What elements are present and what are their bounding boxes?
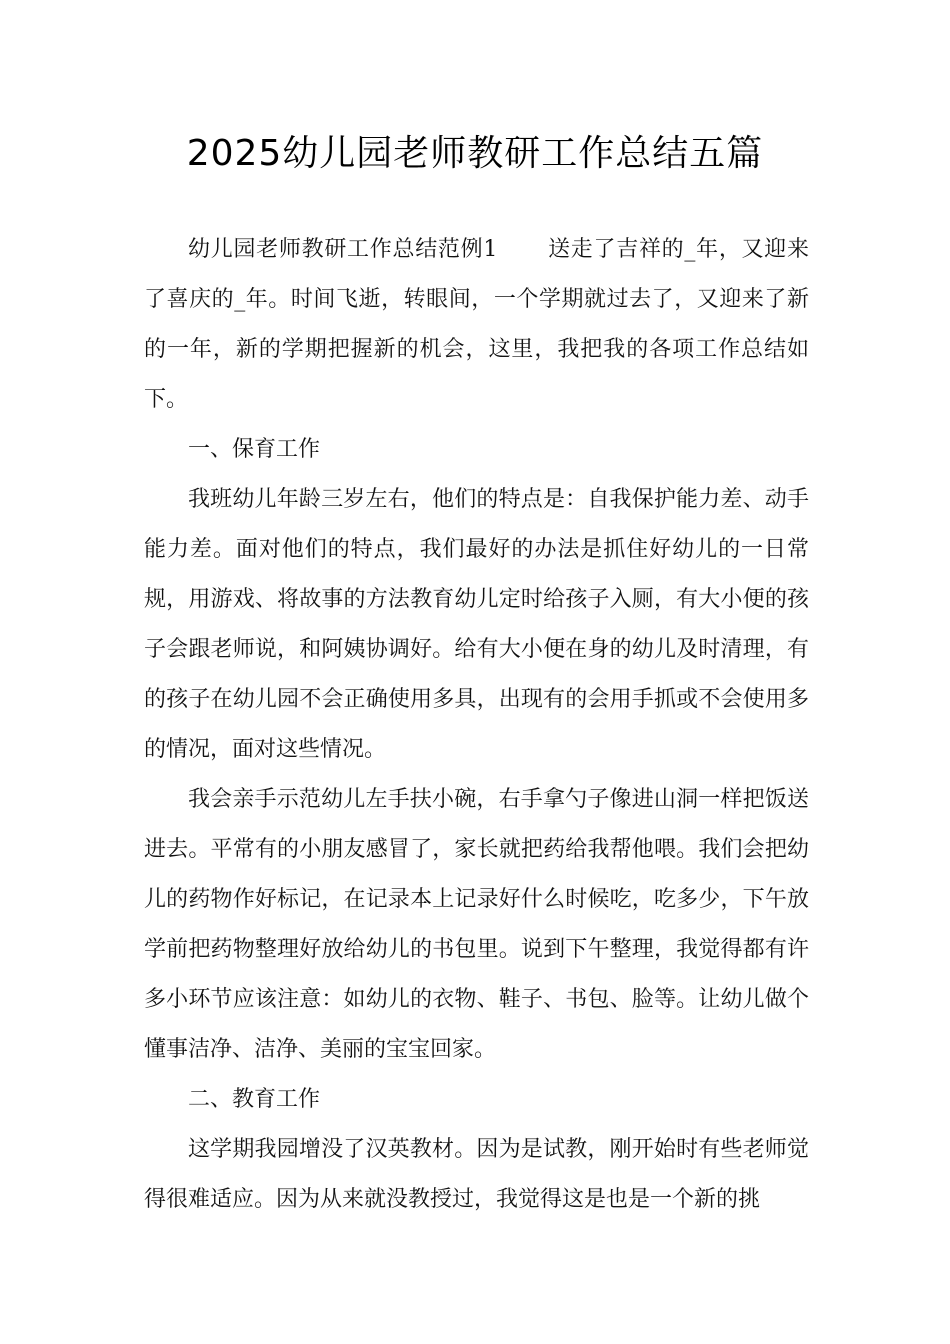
section-heading-education: 二、教育工作 xyxy=(188,1087,321,1112)
paragraph-education-1: 这学期我园增没了汉英教材。因为是试教，刚开始时有些老师觉得很难适应。因为从来就没教授过，我觉得这是也是一个新的挑 xyxy=(144,1137,809,1212)
document-body xyxy=(144,225,809,1225)
paragraph-care-2: 我会亲手示范幼儿左手扶小碗，右手拿勺子像进山洞一样把饭送进去。平常有的小朋友感冒了，家长就把药给我帮他喂。我们会把幼儿的药物作好标记，在记录本上记录好什么时候吃，吃多少，下午放学前把药物整理好放给幼儿的书包里。说到下午整理，我觉得都有许多小环节应该注意：如幼儿的衣物、鞋子、书包、脸等。让幼儿做个懂事洁净、洁净、美丽的宝宝回家。 xyxy=(144,787,809,1062)
document-title: 2025幼儿园老师教研工作总结五篇 xyxy=(186,133,764,174)
intro-text: 送走了吉祥的_年，又迎来了喜庆的_年。时间飞逝，转眼间，一个学期就过去了，又迎来了新的一年，新的学期把握新的机会，这里，我把我的各项工作总结如下。 xyxy=(144,237,809,412)
section-heading-care: 一、保育工作 xyxy=(188,437,321,462)
paragraph-care-1: 我班幼儿年龄三岁左右，他们的特点是：自我保护能力差、动手能力差。面对他们的特点，我们最好的办法是抓住好幼儿的一日常规，用游戏、将故事的方法教育幼儿定时给孩子入厕，有大小便的孩子会跟老师说，和阿姨协调好。给有大小便在身的幼儿及时清理，有的孩子在幼儿园不会正确使用多具，出现有的会用手抓或不会使用多的情况，面对这些情况。 xyxy=(144,487,809,762)
intro-label: 幼儿园老师教研工作总结范例1 xyxy=(188,237,498,262)
paragraph-intro xyxy=(144,225,809,425)
